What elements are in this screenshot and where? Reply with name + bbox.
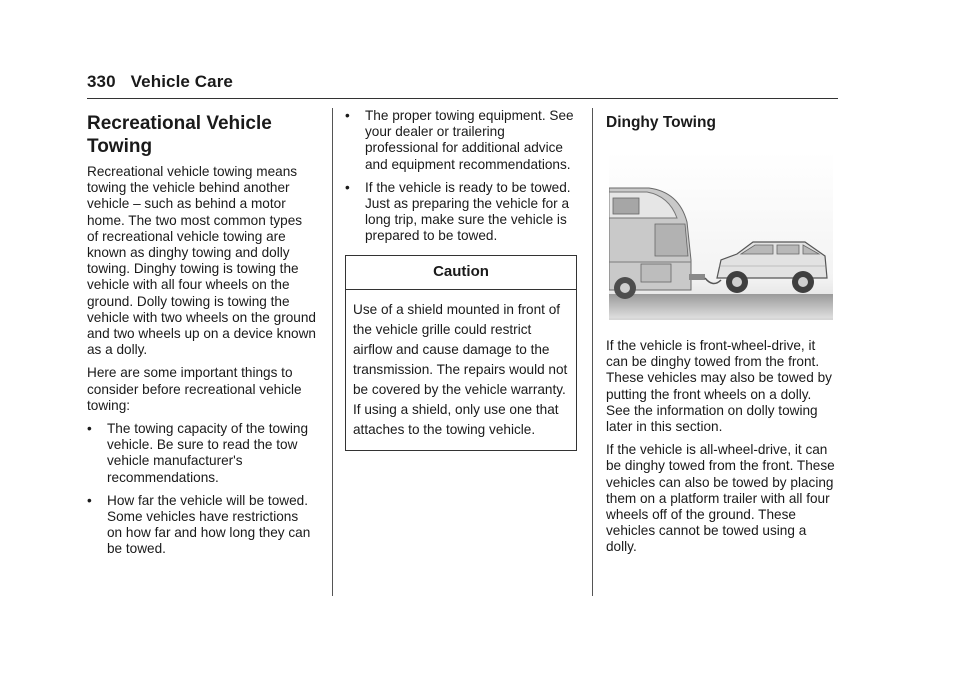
caution-text: Use of a shield mounted in front of the vehicle grille could restrict airflow and cause damage to the transmission. The repairs would not be covered by the vehicle warranty. If using a shield, only use one that attaches to the towing vehicle.	[353, 301, 568, 437]
list-item-text: The towing capacity of the towing vehicle. Be sure to read the tow vehicle manufacturer's recommendations.	[107, 421, 308, 485]
front-wheel-drive-paragraph: If the vehicle is front-wheel-drive, it can be dinghy towed from the front. These vehicles may also be towed by putting the front wheels on a dolly. See the information on dolly towing later in this section.	[606, 338, 832, 435]
list-item	[345, 108, 579, 173]
considerations-list-continued	[345, 108, 579, 245]
list-item	[345, 180, 579, 245]
caution-box	[345, 255, 577, 451]
considerations-list	[87, 421, 317, 558]
bullet-icon: •	[345, 179, 350, 195]
column-left	[87, 108, 317, 565]
column-divider-1	[332, 108, 333, 596]
heading-line-2: Towing	[87, 136, 153, 157]
bullet-icon: •	[87, 492, 92, 508]
all-wheel-drive-paragraph: If the vehicle is all-wheel-drive, it can be dinghy towed from the front. These vehicles can also be towed by placing them on a platform trailer with all four wheels off of the ground. These vehicles cannot be towed using a dolly.	[606, 442, 835, 555]
column-divider-2	[592, 108, 593, 596]
list-item	[87, 421, 317, 486]
list-item-text: If the vehicle is ready to be towed. Just as preparing the vehicle for a long trip, make sure the vehicle is prepared to be towed.	[365, 179, 571, 244]
section-title: Vehicle Care	[130, 72, 233, 91]
list-item-text: How far the vehicle will be towed. Some vehicles have restrictions on how far and how long they can be towed.	[107, 492, 311, 557]
column-middle	[345, 108, 579, 451]
heading-line-1: Recreational Vehicle	[87, 113, 272, 134]
list-item	[87, 493, 317, 558]
dinghy-towing-illustration	[609, 152, 833, 320]
intro-paragraph: Recreational vehicle towing means towing the vehicle behind another vehicle – such as behind a motor home. The two most common types of recreational vehicle towing are known as dinghy towing and dolly towing. Dinghy towing is towing the vehicle with all four wheels on the ground. Dolly towing is towing the vehicle with two wheels on the ground and two wheels up on a device known as a dolly.	[87, 164, 316, 358]
bullet-icon: •	[345, 108, 350, 123]
page-number: 330	[87, 72, 116, 91]
considerations-paragraph: Here are some important things to consider before recreational vehicle towing:	[87, 365, 302, 413]
header-rule	[87, 98, 838, 99]
list-item-text: The proper towing equipment. See your dealer or trailering professional for additional advice and equipment recommendations.	[365, 108, 574, 172]
page-header	[87, 72, 233, 92]
bullet-icon: •	[87, 421, 92, 437]
section-heading	[87, 112, 317, 158]
column-right	[606, 108, 838, 563]
caution-title: Caution	[346, 256, 576, 290]
dinghy-towing-heading: Dinghy Towing	[606, 114, 716, 131]
